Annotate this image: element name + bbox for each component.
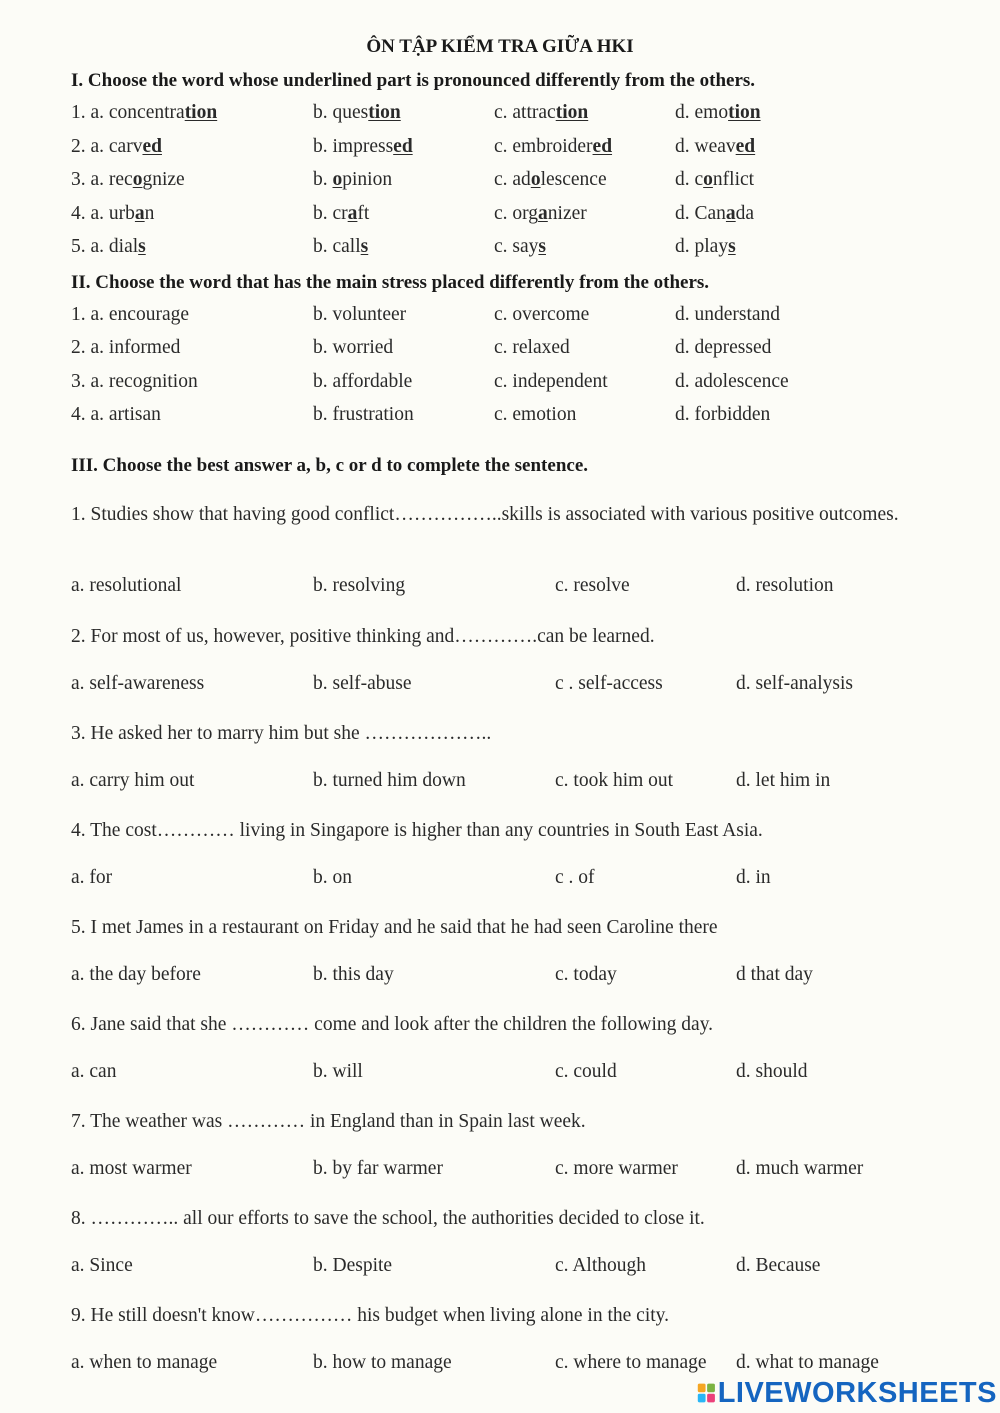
- question-text: 9. He still doesn't know…………… his budget when living alone in the city.: [71, 1305, 670, 1326]
- underlined-part: ed: [735, 136, 756, 157]
- option-text-rest: lescence: [540, 169, 607, 190]
- option-text-rest: nizer: [547, 203, 587, 224]
- answer-option: c. more warmer: [555, 1158, 678, 1179]
- pronunciation-option: [313, 169, 392, 191]
- option-text: b. impress: [313, 136, 394, 157]
- answer-options-row: [0, 964, 1000, 990]
- pronunciation-option: [71, 169, 185, 191]
- answer-option: a. Since: [71, 1255, 133, 1276]
- answer-option: a. the day before: [71, 964, 201, 985]
- answer-option: a. can: [71, 1061, 117, 1082]
- option-text: d. weav: [675, 136, 736, 157]
- pronunciation-row: [0, 169, 1000, 195]
- answer-options-row: [0, 770, 1000, 796]
- stress-option: 3. a. recognition: [71, 371, 198, 392]
- section-1-numeral: I: [71, 70, 79, 91]
- option-text: d. c: [675, 169, 704, 190]
- answer-option: d. in: [736, 867, 771, 888]
- option-text-rest: ft: [357, 203, 370, 224]
- underlined-part: o: [132, 169, 143, 190]
- stress-option: b. volunteer: [313, 304, 407, 325]
- option-text-rest: n: [144, 203, 155, 224]
- pronunciation-option: [494, 169, 607, 191]
- answer-options-row: [0, 673, 1000, 699]
- stress-option: d. forbidden: [675, 404, 771, 425]
- stress-option: b. frustration: [313, 404, 414, 425]
- option-text: d. Can: [675, 203, 726, 224]
- underlined-part: tion: [728, 102, 761, 123]
- stress-row: [0, 304, 1000, 330]
- liveworksheets-logo-icon: [697, 1380, 716, 1406]
- stress-option: d. depressed: [675, 337, 772, 358]
- option-text: c. say: [494, 236, 539, 257]
- answer-options-row: [0, 575, 1000, 601]
- question-text: 6. Jane said that she ………… come and look after the children the following day.: [71, 1014, 714, 1035]
- stress-option: b. affordable: [313, 371, 413, 392]
- stress-row: [0, 371, 1000, 397]
- answer-option: d. much warmer: [736, 1158, 864, 1179]
- answer-option: a. resolutional: [71, 575, 182, 596]
- pronunciation-option: [675, 203, 754, 225]
- option-text: 3. a. rec: [71, 169, 133, 190]
- answer-options-row: [0, 1061, 1000, 1087]
- option-text: b. ques: [313, 102, 369, 123]
- option-text: b.: [313, 169, 333, 190]
- option-text: b. call: [313, 236, 361, 257]
- answer-option: c. where to manage: [555, 1352, 707, 1373]
- underlined-part: s: [138, 236, 146, 257]
- answer-option: d. self-analysis: [736, 673, 853, 694]
- answer-options-row: [0, 867, 1000, 893]
- answer-option: b. turned him down: [313, 770, 466, 791]
- answer-option: b. self-abuse: [313, 673, 412, 694]
- question-text: 1. Studies show that having good conflict……………..skills is associated with various positive outcomes.: [71, 504, 899, 525]
- answer-option: a. carry him out: [71, 770, 195, 791]
- underlined-part: s: [360, 236, 369, 257]
- answer-option: b. how to manage: [313, 1352, 452, 1373]
- answer-option: b. this day: [313, 964, 394, 985]
- stress-option: d. understand: [675, 304, 781, 325]
- stress-option: c. overcome: [494, 304, 590, 325]
- option-text: c. attrac: [494, 102, 556, 123]
- answer-option: d that day: [736, 964, 813, 985]
- option-text: c. org: [494, 203, 539, 224]
- stress-row: [0, 404, 1000, 430]
- pronunciation-option: [675, 136, 755, 158]
- underlined-part: a: [347, 203, 358, 224]
- answer-option: c. today: [555, 964, 617, 985]
- stress-option: c. independent: [494, 371, 608, 392]
- option-text: 1. a. concentra: [71, 102, 185, 123]
- answer-option: d. Because: [736, 1255, 821, 1276]
- answer-option: b. Despite: [313, 1255, 393, 1276]
- option-text-rest: gnize: [142, 169, 185, 190]
- option-text: 5. a. dial: [71, 236, 139, 257]
- section-2-heading: II. Choose the word that has the main stress placed differently from the others.: [71, 272, 710, 293]
- logo-text: LIVEWORKSHEETS: [717, 1376, 997, 1409]
- question-text: 3. He asked her to marry him but she ………………..: [71, 723, 492, 744]
- stress-option: d. adolescence: [675, 371, 789, 392]
- option-text-rest: da: [735, 203, 755, 224]
- answer-options-row: [0, 1352, 1000, 1378]
- underlined-part: o: [530, 169, 541, 190]
- pronunciation-option: [313, 136, 413, 158]
- pronunciation-option: [675, 236, 736, 258]
- pronunciation-option: [313, 102, 401, 124]
- answer-option: c. took him out: [555, 770, 674, 791]
- underlined-part: ed: [592, 136, 613, 157]
- answer-options-row: [0, 1158, 1000, 1184]
- stress-option: 2. a. informed: [71, 337, 181, 358]
- answer-options-row: [0, 1255, 1000, 1281]
- pronunciation-option: [675, 102, 761, 124]
- pronunciation-option: [675, 169, 754, 191]
- question-text: 8. ………….. all our efforts to save the school, the authorities decided to close it.: [71, 1208, 705, 1229]
- pronunciation-option: [313, 236, 368, 258]
- underlined-part: a: [538, 203, 548, 224]
- option-text: d. emo: [675, 102, 729, 123]
- underlined-part: o: [332, 169, 343, 190]
- pronunciation-row: [0, 236, 1000, 262]
- stress-option: b. worried: [313, 337, 394, 358]
- pronunciation-option: [71, 203, 154, 225]
- underlined-part: a: [725, 203, 736, 224]
- answer-option: a. for: [71, 867, 113, 888]
- section-1-heading-text: . Choose the word whose underlined part is pronounced differently from the others.: [78, 70, 756, 91]
- underlined-part: ed: [393, 136, 413, 157]
- answer-option: d. what to manage: [736, 1352, 879, 1373]
- answer-option: a. when to manage: [71, 1352, 218, 1373]
- underlined-part: ed: [142, 136, 162, 157]
- liveworksheets-logo: [697, 1377, 997, 1409]
- stress-option: 4. a. artisan: [71, 404, 161, 425]
- answer-option: d. resolution: [736, 575, 834, 596]
- underlined-part: o: [703, 169, 713, 190]
- answer-option: d. let him in: [736, 770, 831, 791]
- pronunciation-option: [71, 236, 146, 258]
- pronunciation-option: [494, 236, 546, 258]
- option-text: 4. a. urb: [71, 203, 135, 224]
- answer-option: a. self-awareness: [71, 673, 205, 694]
- underlined-part: tion: [555, 102, 589, 123]
- answer-option: b. will: [313, 1061, 363, 1082]
- answer-option: c. could: [555, 1061, 617, 1082]
- answer-option: a. most warmer: [71, 1158, 192, 1179]
- pronunciation-option: [494, 203, 587, 225]
- question-text: 2. For most of us, however, positive thinking and………….can be learned.: [71, 626, 655, 647]
- answer-option: d. should: [736, 1061, 808, 1082]
- option-text: 2. a. carv: [71, 136, 143, 157]
- stress-option: c. relaxed: [494, 337, 570, 358]
- underlined-part: tion: [368, 102, 401, 123]
- answer-option: b. by far warmer: [313, 1158, 443, 1179]
- pronunciation-row: [0, 203, 1000, 229]
- pronunciation-option: [313, 203, 369, 225]
- underlined-part: s: [538, 236, 546, 257]
- option-text: b. cr: [313, 203, 348, 224]
- answer-option: c. Although: [555, 1255, 646, 1276]
- pronunciation-row: [0, 102, 1000, 128]
- section-1-heading: [71, 70, 755, 92]
- answer-option: c . of: [555, 867, 595, 888]
- question-text: 7. The weather was ………… in England than in Spain last week.: [71, 1111, 586, 1132]
- underlined-part: s: [728, 236, 736, 257]
- question-text: 5. I met James in a restaurant on Friday and he said that he had seen Caroline there: [71, 917, 718, 938]
- pronunciation-option: [71, 102, 217, 124]
- pronunciation-option: [71, 136, 162, 158]
- underlined-part: tion: [184, 102, 218, 123]
- stress-option: 1. a. encourage: [71, 304, 190, 325]
- pronunciation-option: [494, 102, 588, 124]
- answer-option: c . self-access: [555, 673, 663, 694]
- pronunciation-row: [0, 136, 1000, 162]
- answer-option: b. resolving: [313, 575, 406, 596]
- answer-option: c. resolve: [555, 575, 630, 596]
- option-text-rest: nflict: [712, 169, 755, 190]
- option-text: c. ad: [494, 169, 531, 190]
- stress-row: [0, 337, 1000, 363]
- stress-option: c. emotion: [494, 404, 577, 425]
- answer-option: b. on: [313, 867, 352, 888]
- underlined-part: a: [134, 203, 145, 224]
- pronunciation-option: [494, 136, 612, 158]
- page-title: ÔN TẬP KIỂM TRA GIỮA HKI: [366, 36, 634, 57]
- option-text: d. play: [675, 236, 729, 257]
- section-3-heading: III. Choose the best answer a, b, c or d to complete the sentence.: [71, 455, 588, 476]
- question-text: 4. The cost………… living in Singapore is higher than any countries in South East Asia.: [71, 820, 763, 841]
- option-text-rest: pinion: [342, 169, 393, 190]
- option-text: c. embroider: [494, 136, 593, 157]
